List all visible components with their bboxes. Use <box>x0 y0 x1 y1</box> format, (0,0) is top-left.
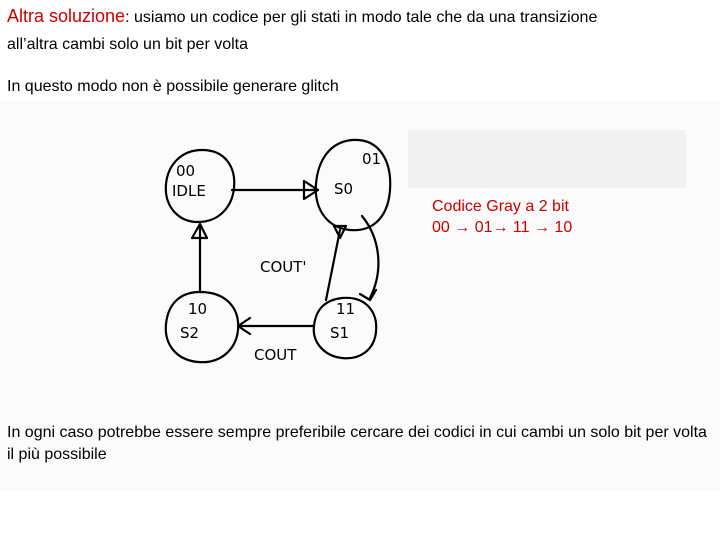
state-idle-code: 00 <box>176 162 196 180</box>
title-continuation: all’altra cambi solo un bit per volta <box>7 36 249 53</box>
edge-s0-s1 <box>326 230 340 300</box>
state-idle-name: IDLE <box>172 182 206 200</box>
state-s0-code: 01 <box>362 150 382 168</box>
state-s1 <box>314 298 376 358</box>
state-s2-name: S2 <box>180 324 200 342</box>
glitch-note: In questo modo non è possibile generare glitch <box>7 78 339 95</box>
gray-code-note <box>432 196 572 238</box>
transition-label-cout-neg: COUT' <box>260 258 307 276</box>
state-s1-name: S1 <box>330 324 350 342</box>
state-s0-name: S0 <box>334 180 354 198</box>
transition-label-cout: COUT <box>254 346 297 364</box>
title-highlight: Altra soluzione <box>7 6 126 26</box>
gray-code-sequence: 00 → 01→ 11 → 10 <box>432 219 573 236</box>
closing-note: In ogni caso potrebbe essere sempre preferibile cercare dei codici in cui cambi un solo bit per volta il più possibile <box>7 424 707 463</box>
state-s2-code: 10 <box>188 300 208 318</box>
gray-code-title: Codice Gray a 2 bit <box>432 198 569 215</box>
state-s2 <box>166 292 238 362</box>
title-text: : usiamo un codice per gli stati in modo tale che da una transizione <box>125 9 598 26</box>
state-s0 <box>316 140 390 230</box>
state-idle <box>166 150 234 222</box>
state-s1-code: 11 <box>336 300 356 318</box>
